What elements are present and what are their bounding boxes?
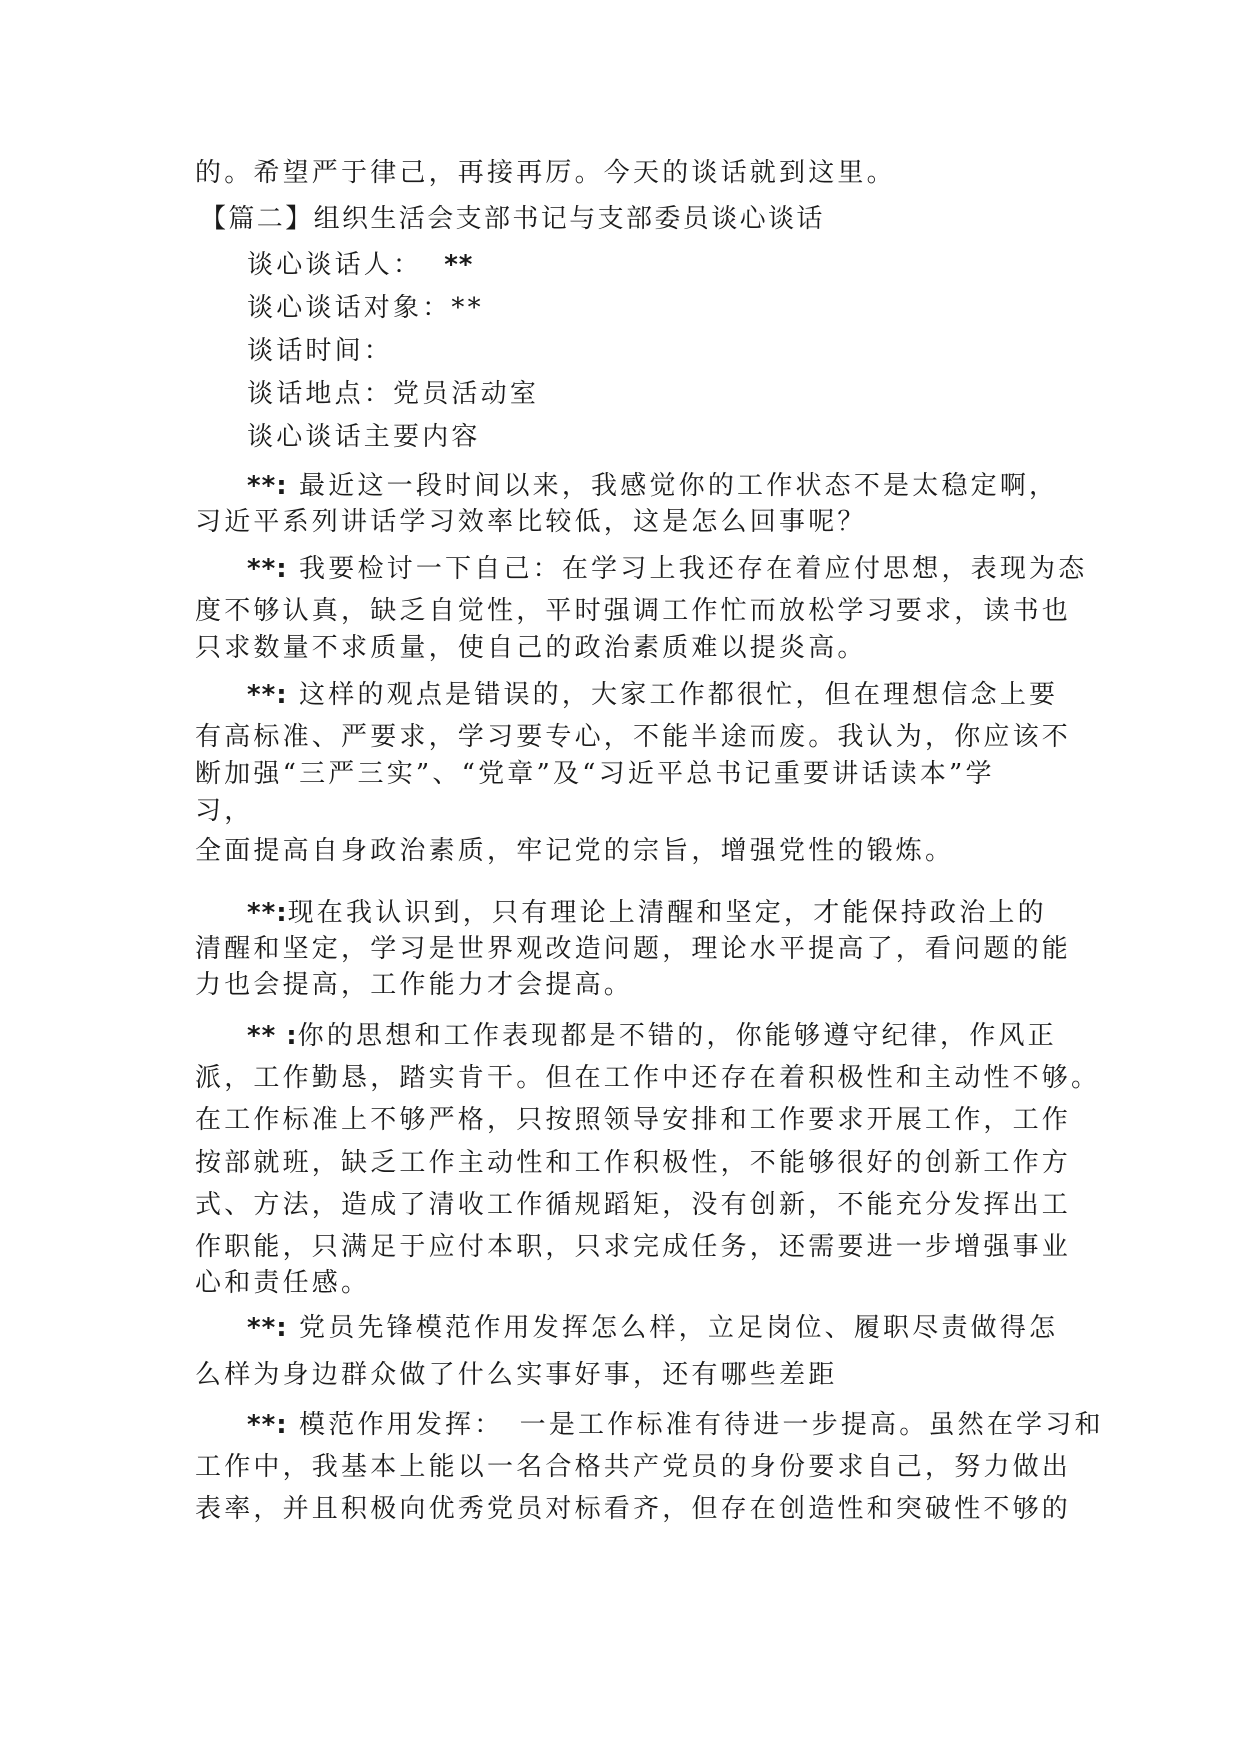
- meta-speaker-value: **: [444, 250, 474, 280]
- dialogue-line: [247, 895, 1047, 931]
- dialogue-line: [247, 1310, 1058, 1346]
- content-heading: 谈心谈话主要内容: [247, 422, 481, 452]
- dialogue-line: 派，工作勤恳，踏实肯干。但在工作中还存在着积极性和主动性不够。: [195, 1063, 1101, 1093]
- dialogue-speaker: **:: [247, 471, 288, 501]
- dialogue-text: 党员先锋模范作用发挥怎么样，立足岗位、履职尽责做得怎: [287, 1313, 1059, 1343]
- dialogue-speaker: **:: [247, 554, 288, 584]
- dialogue-line: 按部就班，缺乏工作主动性和工作积极性，不能够很好的创新工作方: [195, 1148, 1072, 1178]
- meta-speaker-label: 谈心谈话人：: [247, 250, 423, 280]
- dialogue-speaker: ** :: [247, 1021, 298, 1051]
- meta-place-value: 党员活动室: [393, 379, 540, 409]
- meta-time-label: 谈话时间：: [247, 336, 394, 366]
- dialogue-line: 么样为身边群众做了什么实事好事，还有哪些差距: [195, 1360, 838, 1390]
- section-title: 【篇二】组织生活会支部书记与支部委员谈心谈话: [200, 204, 825, 234]
- dialogue-text: 现在我认识到，只有理论上清醒和坚定，才能保持政治上的: [287, 898, 1047, 928]
- dialogue-line: 式、方法，造成了清收工作循规蹈矩，没有创新，不能充分发挥出工: [195, 1190, 1072, 1220]
- meta-place: [247, 376, 539, 412]
- dialogue-line: 心和责任感。: [195, 1268, 371, 1298]
- dialogue-text: 你的思想和工作表现都是不错的，你能够遵守纪律，作风正: [297, 1021, 1057, 1051]
- dialogue-speaker: **:: [247, 1410, 288, 1440]
- dialogue-line: 力也会提高，工作能力才会提高。: [195, 970, 634, 1000]
- dialogue-text: 我要检讨一下自己：在学习上我还存在着应付思想，表现为态: [287, 554, 1088, 584]
- meta-speaker: [247, 247, 473, 283]
- dialogue-line: [247, 551, 1087, 587]
- meta-time: [247, 333, 393, 369]
- meta-target-label: 谈心谈话对象：: [247, 293, 452, 323]
- meta-place-label: 谈话地点：: [247, 379, 394, 409]
- dialogue-line: 作职能，只满足于应付本职，只求完成任务，还需要进一步增强事业: [195, 1232, 1072, 1262]
- dialogue-speaker: **:: [247, 898, 288, 928]
- dialogue-line: 有高标准、严要求，学习要专心，不能半途而废。我认为，你应该不: [195, 722, 1072, 752]
- dialogue-line: 清醒和坚定，学习是世界观改造问题，理论水平提高了，看问题的能: [195, 934, 1072, 964]
- dialogue-text: 最近这一段时间以来，我感觉你的工作状态不是太稳定啊，: [287, 471, 1059, 501]
- meta-target-value: **: [451, 293, 484, 323]
- dialogue-line: [247, 677, 1058, 713]
- dialogue-text: 这样的观点是错误的，大家工作都很忙，但在理想信念上要: [287, 680, 1059, 710]
- dialogue-line: 只求数量不求质量，使自己的政治素质难以提炎高。: [195, 633, 867, 663]
- dialogue-line: [247, 1018, 1057, 1054]
- dialogue-line: [247, 1407, 1104, 1443]
- dialogue-line: 习，: [195, 796, 254, 826]
- dialogue-line: 全面提高自身政治素质，牢记党的宗旨，增强党性的锻炼。: [195, 836, 955, 866]
- dialogue-speaker: **:: [247, 1313, 288, 1343]
- dialogue-line: 工作中，我基本上能以一名合格共产党员的身份要求自己，努力做出: [195, 1452, 1072, 1482]
- dialogue-text: 模范作用发挥： 一是工作标准有待进一步提高。虽然在学习和: [287, 1410, 1104, 1440]
- dialogue-line: 度不够认真，缺乏自觉性，平时强调工作忙而放松学习要求，读书也: [195, 596, 1072, 626]
- meta-target: [247, 290, 484, 326]
- dialogue-line: 表率，并且积极向优秀党员对标看齐，但存在创造性和突破性不够的: [195, 1494, 1072, 1524]
- dialogue-line: 在工作标准上不够严格，只按照领导安排和工作要求开展工作，工作: [195, 1105, 1072, 1135]
- dialogue-line: 习近平系列讲话学习效率比较低，这是怎么回事呢？: [195, 507, 867, 537]
- dialogue-line: [247, 468, 1058, 504]
- dialogue-speaker: **:: [247, 680, 288, 710]
- dialogue-line: 断加强“三严三实”、“党章”及“习近平总书记重要讲话读本”学: [195, 759, 995, 789]
- paragraph-continuation: 的。希望严于律己，再接再厉。今天的谈话就到这里。: [195, 158, 896, 188]
